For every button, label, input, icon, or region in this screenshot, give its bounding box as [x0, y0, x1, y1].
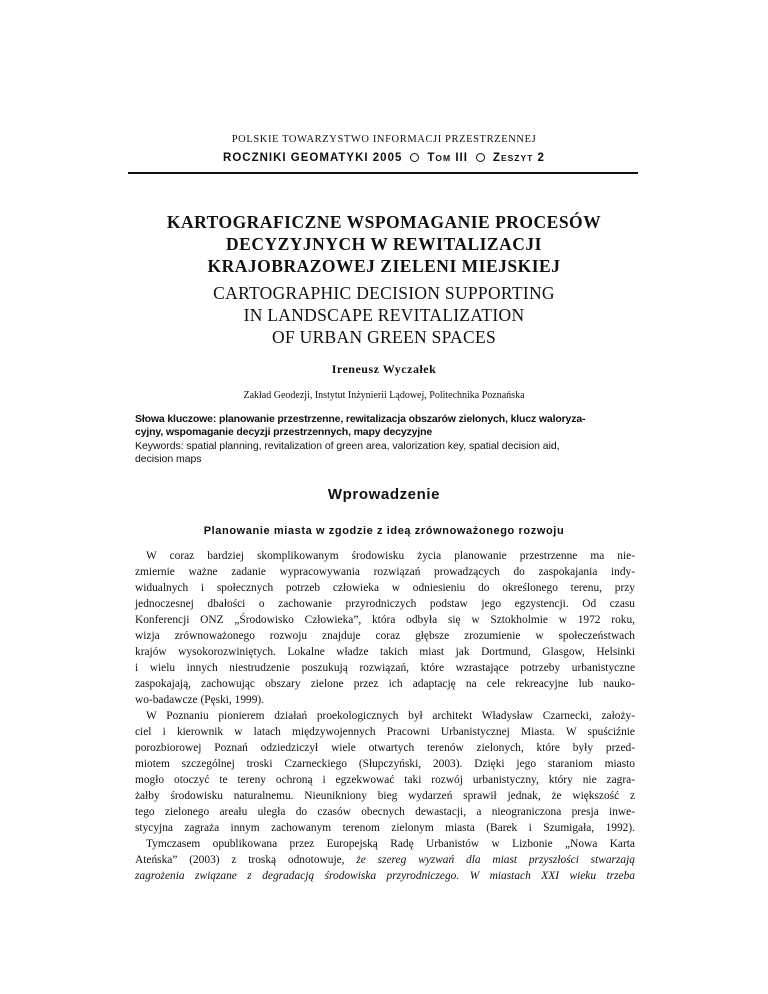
paragraph-line: jednoczesnej dbałości o zachowanie przyrodniczych podstaw jego egzystencji. Od czasu	[135, 598, 635, 610]
paragraph-line: W Poznaniu pionierem działań proekologicznych był architekt Władysław Czarnecki, założy-	[146, 710, 635, 722]
paragraph-line: krajów wysokorozwiniętych. Lokalne władze takich miast jak Dortmund, Glasgow, Helsinki	[135, 646, 635, 658]
title-polish: KARTOGRAFICZNE WSPOMAGANIE PROCESÓW DECYZYJNYCH W REWITALIZACJI KRAJOBRAZOWEJ ZIELENI MIEJSKIEJ	[166, 212, 602, 276]
title-english: CARTOGRAPHIC DECISION SUPPORTING IN LANDSCAPE REVITALIZATION OF URBAN GREEN SPACES	[213, 283, 555, 347]
paragraph-line: W coraz bardziej skomplikowanym środowisku życia planowanie przestrzenne ma nie-	[146, 550, 635, 562]
body-text	[135, 548, 635, 884]
paragraph-line: tego zielonego areału uległa do czasów obecnych dewastacji, a nieograniczona presja inwe-	[135, 806, 635, 818]
circle-separator-icon	[476, 153, 485, 162]
volume-number: III	[455, 152, 468, 164]
circle-separator-icon	[410, 153, 419, 162]
paragraph-line: miotem szczególnej troski Czarneckiego (Słupczyński, 2003). Dzięki jego staraniom miasto	[135, 758, 635, 770]
paragraph-line: widualnych i społecznych potrzeb człowieka w odniesieniu do określonego terenu, przy	[135, 582, 635, 594]
paragraph-line: mogło otoczyć te tereny ochroną i egzekwować taki rozwój urbanistyczny, który nie zagra-	[135, 774, 635, 786]
journal-series: ROCZNIKI GEOMATYKI 2005	[223, 152, 403, 164]
paragraph-line: wizja zrównoważonego rozwoju znajduje coraz głębsze zrozumienie w społeczeństwach	[135, 630, 635, 642]
paragraph-line: wo-badawcze (Pęski, 1999).	[135, 694, 265, 706]
header-rule	[128, 172, 638, 174]
author-name: Ireneusz Wyczałek	[331, 362, 437, 376]
keywords-english: Keywords: spatial planning, revitalization of green area, valorization key, spatial decision aid, decision maps	[135, 440, 560, 465]
paragraph-line: Ateńska” (2003) z troską odnotowuje, że szereg wyzwań dla miast przyszłości stwarzają	[135, 854, 635, 866]
author-affiliation: Zakład Geodezji, Instytut Inżynierii Lądowej, Politechnika Poznańska	[243, 390, 525, 401]
subsection-title: Planowanie miasta w zgodzie z ideą zrównoważonego rozwoju	[203, 525, 565, 537]
paragraph-line: stycyjna zagraża innym zachowanym terenom zielonym miasta (Barek i Szumigała, 1992).	[135, 822, 635, 834]
keywords-polish: Słowa kluczowe: planowanie przestrzenne, rewitalizacja obszarów zielonych, klucz waloryza- cyjny, wspomaganie decyzji przestrzennych, mapy decyzyjne	[135, 413, 586, 438]
section-title: Wprowadzenie	[327, 486, 441, 503]
society-header: POLSKIE TOWARZYSTWO INFORMACJI PRZESTRZENNEJ	[231, 134, 537, 145]
paragraph-line: zaspokajają, zachowując obszary zielone przez ich adaptację na cele rekreacyjne lub nauko-	[135, 678, 635, 690]
paragraph-line: Tymczasem opublikowana przez Europejską Radę Urbanistów w Lizbonie „Nowa Karta	[146, 838, 635, 850]
paragraph-line: zmiernie ważne zadanie wypracowywania rozwiązań prowadzących do zaspokajania indy-	[135, 566, 635, 578]
paragraph-line: porozbiorowej Poznań odziedziczył wiele otwartych terenów zielonych, które były przed-	[135, 742, 635, 754]
paragraph-line: i wielu innych niestrudzenie poszukują rozwiązań, które wzrastające potrzeby urbanistyczne	[135, 662, 635, 674]
paragraph-line: żałby środowisku naturalnemu. Nieunikniony bieg wydarzeń sprawił jednak, że większość z	[135, 790, 635, 802]
journal-header: ROCZNIKI GEOMATYKI 2005 TOM III ZESZYT 2	[223, 152, 545, 164]
issue-number: 2	[537, 152, 545, 164]
paragraph-line: ciel i kierownik w latach międzywojennych Pracowni Urbanistycznej Miasta. W spuściźnie	[135, 726, 635, 738]
paragraph-line: zagrożenia związane z degradacją środowiska przyrodniczego. W miastach XXI wieku trzeba	[135, 870, 635, 882]
paragraph-line: Konferencji ONZ „Środowisko Człowieka”, która odbyła się w Sztokholmie w 1972 roku,	[135, 614, 635, 626]
